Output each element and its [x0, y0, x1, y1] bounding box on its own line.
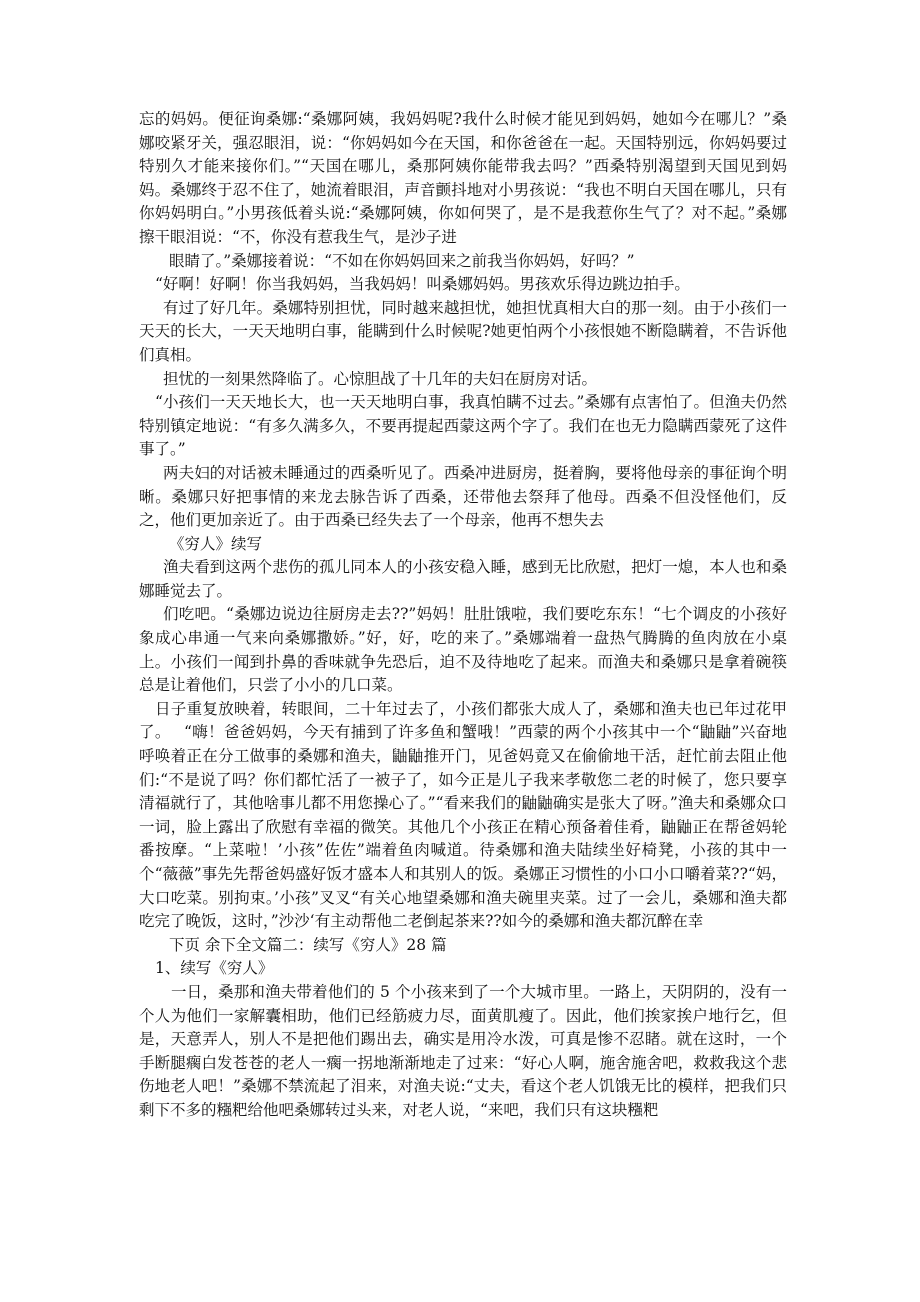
document-body: [139, 108, 787, 1123]
paragraph: 忘的妈妈。便征询桑娜:“桑娜阿姨，我妈妈呢?我什么时候才能见到妈妈，她如今在哪儿？”桑娜咬紧牙关，强忍眼泪，说：“你妈妈如今在天国，和你爸爸在一起。天国特别远，你妈妈要过特别久才能来接你们。”“天国在哪儿，桑那阿姨你能带我去吗？”西桑特别渴望到天国见到妈妈。桑娜终于忍不住了，她流着眼泪，声音颤抖地对小男孩说：“我也不明白天国在哪儿，只有你妈妈明白。”小男孩低着头说:“桑娜阿姨，你如何哭了，是不是我惹你生气了？对不起。”桑娜擦干眼泪说：“不，你没有惹我生气，是沙子进: [139, 110, 787, 246]
paragraph: 两夫妇的对话被未睡通过的西桑听见了。西桑冲进厨房，挺着胸，要将他母亲的事征询个明晰。桑娜只好把事情的来龙去脉告诉了西桑，还带他去祭拜了他母。西桑不但没怪他们，反之，他们更加亲近了。由于西桑已经失去了一个母亲，他再不想失去: [139, 463, 787, 530]
paragraph: 有过了好几年。桑娜特别担忧，同时越来越担忧，她担忧真相大白的那一刻。由于小孩们一天天的长大，一天天地明白事，能瞒到什么时候呢?她更怕两个小孩恨她不断隐瞒着，不告诉他们真相。: [139, 298, 787, 364]
paragraph: 渔夫看到这两个悲伤的孤儿同本人的小孩安稳入睡，感到无比欣慰，把灯一熄，本人也和桑娜睡觉去了。: [139, 558, 787, 600]
section-heading: 《穷人》续写: [169, 534, 263, 553]
paragraph: “小孩们一天天地长大，也一天天地明白事，我真怕瞒不过去。”桑娜有点害怕了。但渔夫仍然特别镇定地说：“有多久满多久，不要再提起西蒙这两个字了。我们在也无力隐瞒西蒙死了这件事了。”: [139, 393, 787, 459]
paragraph: 日子重复放映着，转眼间，二十年过去了，小孩们都张大成人了，桑娜和渔夫也已年过花甲了。 “嗨！爸爸妈妈，今天有捕到了许多鱼和蟹哦！”西蒙的两个小孩其中一个“鼬鼬”兴奋地呼唤着正在分工做事的桑娜和渔夫，鼬鼬推开门，见爸妈竟又在偷偷地干活，赶忙前去阻止他们:“不是说了吗？你们都忙活了一被子了，如今正是儿子我来孝敬您二老的时候了，您只要享清福就行了，其他啥事儿都不用您操心了。”“看来我们的鼬鼬确实是张大了呀。”渔夫和桑娜众口一词，脸上露出了欣慰有幸福的微笑。其他几个小孩正在精心预备着佳肴，鼬鼬正在帮爸妈轮番按摩。“上菜啦！’小孩”佐佐”端着鱼肉喊道。待桑娜和渔夫陆续坐好椅凳，小孩的其中一个“薇薇”事先先帮爸妈盛好饭才盛本人和其别人的饭。桑娜正习惯性的小口小口嚼着菜??“妈，大口吃菜。别拘束。’小孩”叉叉“有关心地望桑娜和渔夫碗里夹菜。过了一会儿，桑娜和渔夫都吃完了晚饭，这时，”沙沙‘有主动帮他二老倒起茶来??如今的桑娜和渔夫都沉醉在幸: [139, 699, 787, 931]
paragraph: “好啊！好啊！你当我妈妈，当我妈妈！叫桑娜妈妈。男孩欢乐得边跳边拍手。: [155, 275, 690, 294]
paragraph: 担忧的一刻果然降临了。心惊胆战了十几年的夫妇在厨房对话。: [163, 369, 598, 388]
section-heading: 1、续写《穷人》: [155, 959, 274, 978]
paragraph: 一日，桑那和渔夫带着他们的 5 个小孩来到了一个大城市里。一路上，天阴阴的，没有一个人为他们一家解囊相助，他们已经筋疲力尽，面黄肌瘦了。因此，他们挨家挨户地行乞，但是，天意弄人，别人不是把他们踢出去，确实是用冷水泼，可真是惨不忍睹。就在这时，一个手断腿瘸白发苍苍的老人一瘸一拐地渐渐地走了过来：“好心人啊，施舍施舍吧，救救我这个悲伤地老人吧！”桑娜不禁流起了泪来，对渔夫说:“丈夫，看这个老人饥饿无比的模样，把我们只剩下不多的糨粑给他吧桑娜转过头来，对老人说，“来吧，我们只有这块糨粑: [139, 982, 787, 1119]
paragraph: 眼睛了。”桑娜接着说：“不如在你妈妈回来之前我当你妈妈，好吗？”: [169, 251, 635, 270]
paragraph: 们吃吧。“桑娜边说边往厨房走去??”妈妈！肚肚饿啦，我们要吃东东！“七个调皮的小孩好象成心串通一气来向桑娜撒娇。”好，好，吃的来了。”桑娜端着一盘热气腾腾的鱼肉放在小桌上。小孩们一闻到扑鼻的香味就争先恐后，迫不及待地吃了起来。而渔夫和桑娜只是拿着碗筷总是让着他们，只尝了小小的几口菜。: [139, 605, 787, 695]
next-page-line: 下页 余下全文篇二：续写《穷人》28 篇: [169, 935, 447, 954]
